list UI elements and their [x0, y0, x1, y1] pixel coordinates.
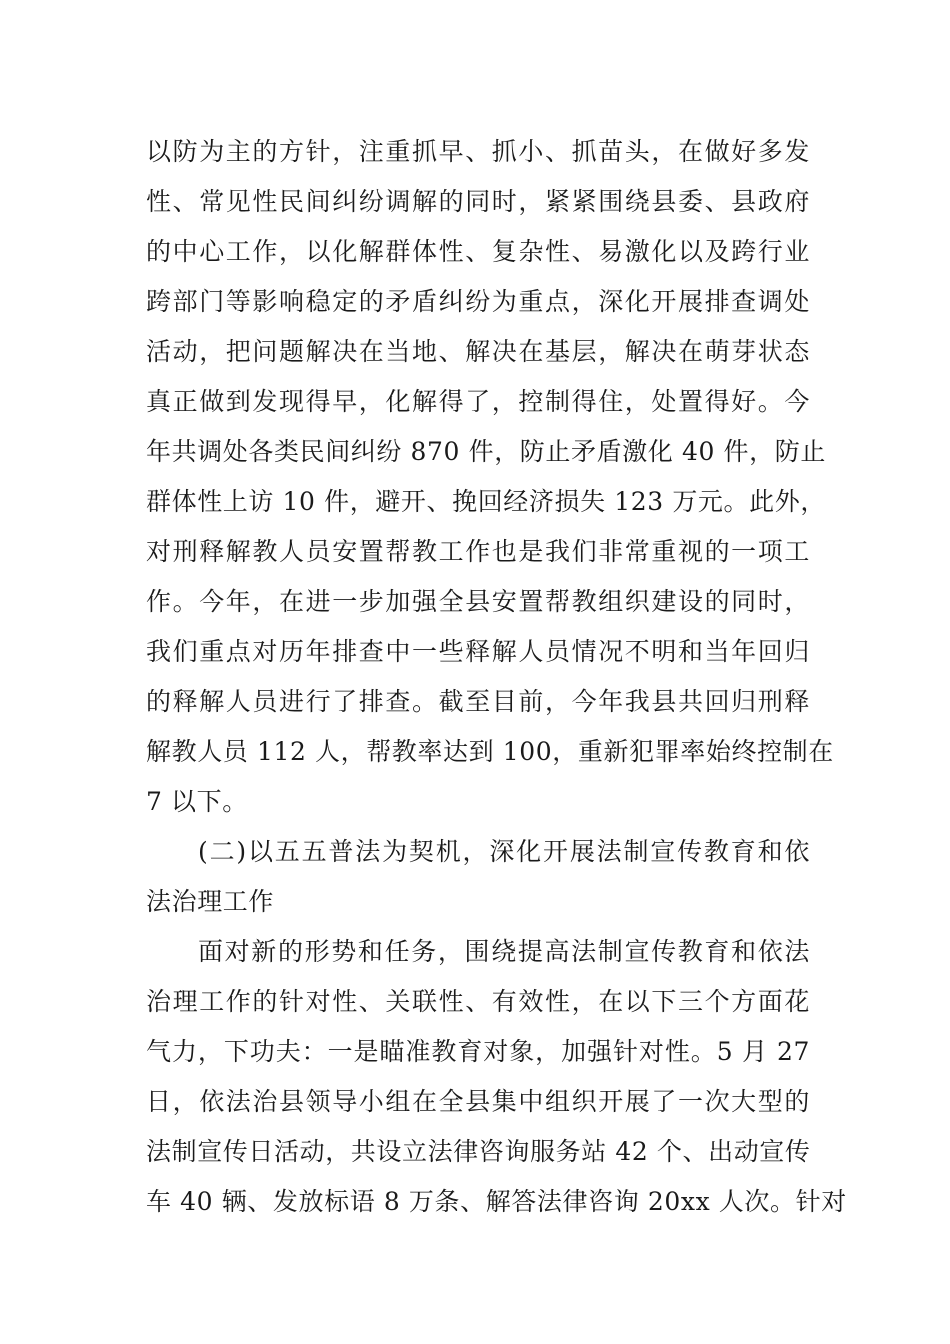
text-line: 法制宣传日活动，共设立法律咨询服务站 42 个、出动宣传	[146, 1137, 811, 1166]
text-line: 真正做到发现得早，化解得了，控制得住，处置得好。今	[146, 387, 810, 416]
section-heading-line: (二)以五五普法为契机，深化开展法制宣传教育和依	[198, 837, 810, 866]
text-line: 车 40 辆、发放标语 8 万条、解答法律咨询 20xx 人次。针对	[146, 1187, 847, 1216]
text-line: 的中心工作，以化解群体性、复杂性、易激化以及跨行业	[146, 237, 810, 266]
text-line: 7 以下。	[146, 787, 248, 816]
text-line: 日，依法治县领导小组在全县集中组织开展了一次大型的	[146, 1087, 810, 1116]
text-line: 解教人员 112 人，帮教率达到 100，重新犯罪率始终控制在	[146, 737, 834, 766]
text-line: 年共调处各类民间纠纷 870 件，防止矛盾激化 40 件，防止	[146, 437, 826, 466]
body-text	[146, 127, 847, 1227]
text-line: 对刑释解教人员安置帮教工作也是我们非常重视的一项工	[146, 537, 810, 566]
text-line: 我们重点对历年排查中一些释解人员情况不明和当年回归	[146, 637, 810, 666]
text-line: 作。今年，在进一步加强全县安置帮教组织建设的同时，	[146, 587, 810, 616]
section-heading-line: 法治理工作	[146, 887, 275, 916]
text-line: 以防为主的方针，注重抓早、抓小、抓苗头，在做好多发	[146, 137, 810, 166]
text-line: 面对新的形势和任务，围绕提高法制宣传教育和依法	[198, 937, 810, 966]
text-line: 气力，下功夫：一是瞄准教育对象，加强针对性。5 月 27	[146, 1037, 810, 1066]
text-line: 治理工作的针对性、关联性、有效性，在以下三个方面花	[146, 987, 810, 1016]
text-line: 的释解人员进行了排查。截至目前，今年我县共回归刑释	[146, 687, 810, 716]
text-line: 群体性上访 10 件，避开、挽回经济损失 123 万元。此外，	[146, 487, 826, 516]
text-line: 跨部门等影响稳定的矛盾纠纷为重点，深化开展排查调处	[146, 287, 810, 316]
text-line: 活动，把问题解决在当地、解决在基层，解决在萌芽状态	[146, 337, 810, 366]
text-line: 性、常见性民间纠纷调解的同时，紧紧围绕县委、县政府	[146, 187, 810, 216]
